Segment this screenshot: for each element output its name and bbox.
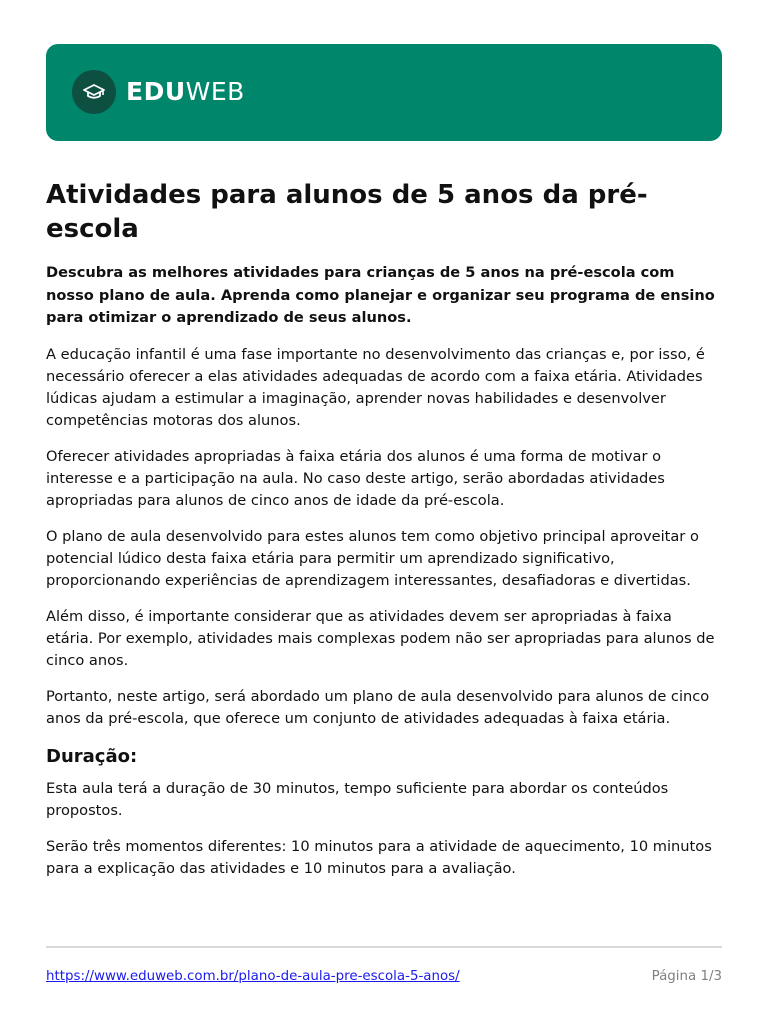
page-number: Página 1/3	[651, 969, 722, 984]
body-paragraph: Portanto, neste artigo, será abordado um plano de aula desenvolvido para alunos de cinco anos da pré-escola, que oferece um conjunto de atividades adequadas à faixa etária.	[46, 687, 710, 727]
body-paragraph: Além disso, é importante considerar que as atividades devem ser apropriadas à faixa etária. Por exemplo, atividades mais complexas podem não ser apropriadas para alunos de cinco anos.	[46, 607, 715, 669]
header-banner	[46, 44, 722, 141]
brand-logo[interactable]	[126, 75, 245, 109]
body-paragraph: Oferecer atividades apropriadas à faixa etária dos alunos é uma forma de motivar o interesse e a participação na aula. No caso deste artigo, serão abordadas atividades apropriadas para alunos de cinco anos de idade da pré-escola.	[46, 447, 665, 509]
body-paragraph: O plano de aula desenvolvido para estes alunos tem como objetivo principal aproveitar o potencial lúdico desta faixa etária para permitir um aprendizado significativo, proporcionando experiências de aprendizagem interessantes, desafiadoras e divertidas.	[46, 527, 699, 589]
duration-paragraph: Esta aula terá a duração de 30 minutos, tempo suficiente para abordar os conteúdos propostos.	[46, 779, 669, 819]
body-paragraph: A educação infantil é uma fase importante no desenvolvimento das crianças e, por isso, é necessário oferecer a elas atividades adequadas de acordo com a faixa etária. Atividades lúdicas ajudam a estimular a imaginação, aprender novas habilidades e desenvolver competências motoras dos alunos.	[46, 345, 705, 429]
article-content	[46, 178, 722, 880]
brand-name-light: WEB	[185, 77, 245, 106]
section-heading-duration: Duração:	[46, 745, 138, 767]
duration-paragraph: Serão três momentos diferentes: 10 minutos para a atividade de aquecimento, 10 minutos para a explicação das atividades e 10 minutos para a avaliação.	[46, 837, 712, 877]
lead-paragraph: Descubra as melhores atividades para crianças de 5 anos na pré-escola com nosso plano de aula. Aprenda como planejar e organizar seu programa de ensino para otimizar o aprendizado de seus alunos.	[46, 264, 715, 326]
footer-url-link[interactable]: https://www.eduweb.com.br/plano-de-aula-pre-escola-5-anos/	[46, 969, 460, 984]
brand-name-bold: EDU	[126, 77, 186, 106]
footer-divider	[46, 946, 722, 948]
logo-badge[interactable]	[72, 70, 116, 114]
graduation-cap-icon	[83, 83, 105, 101]
page-title: Atividades para alunos de 5 anos da pré-escola	[46, 180, 648, 244]
